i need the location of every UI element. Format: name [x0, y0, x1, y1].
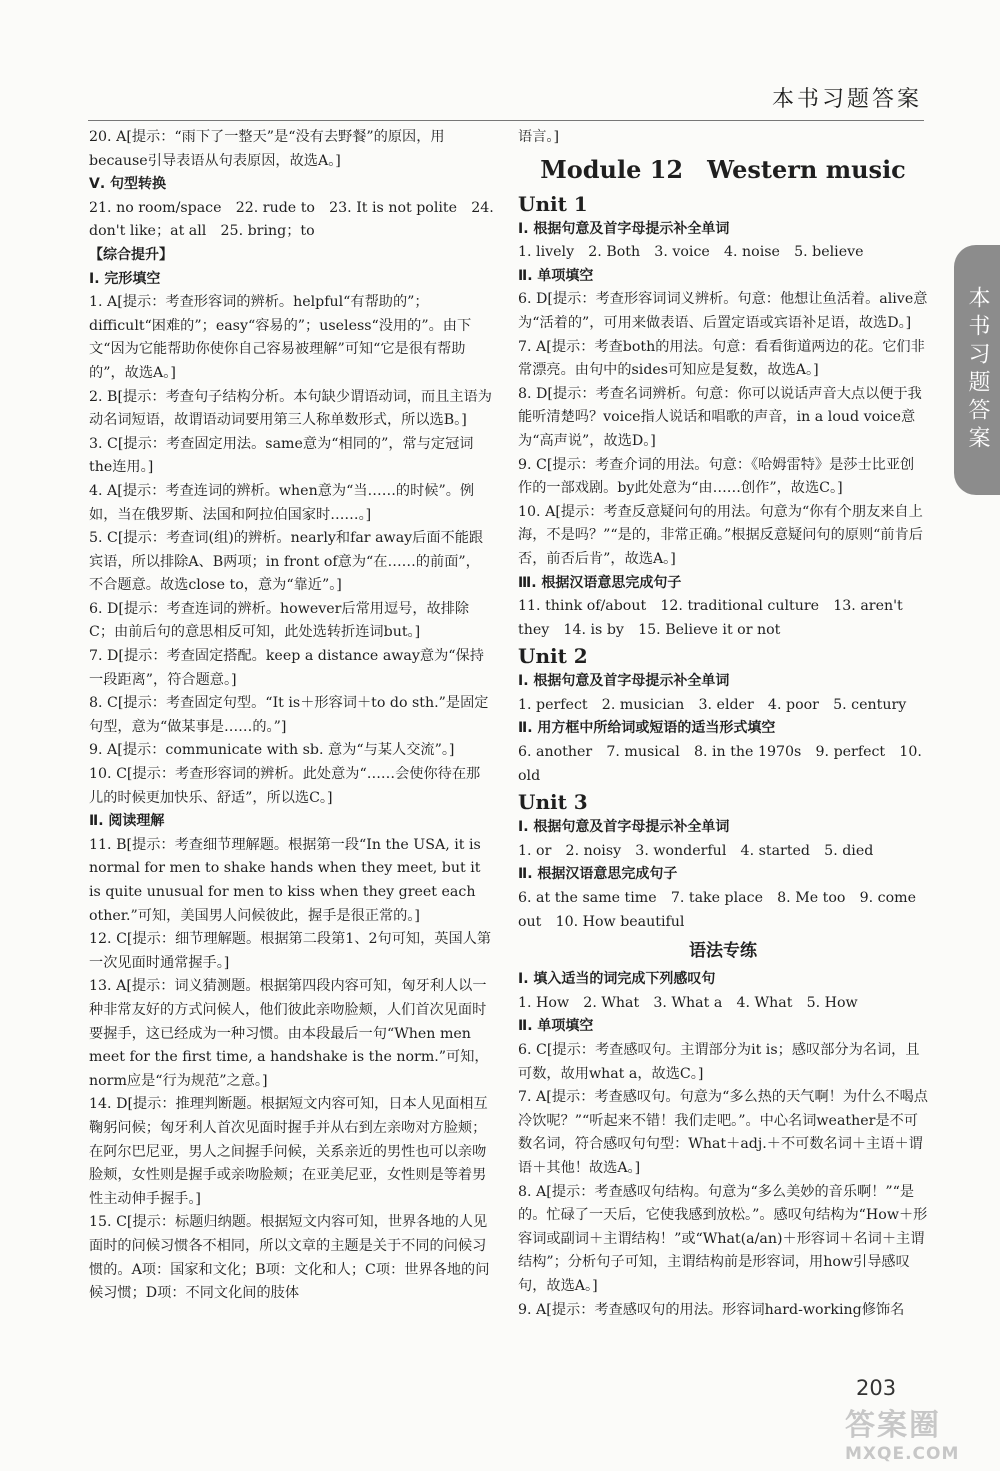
section-heading: Ⅱ. 用方框中所给词或短语的适当形式填空: [518, 720, 776, 737]
answer-paragraph: 1. lively 2. Both 3. voice 4. noise 5. believe: [518, 244, 864, 261]
answer-paragraph: 8. A[提示：考查感叹句结构。句意为“多么美妙的音乐啊！”“是的。忙碌了一天后，它使我感到放松。”。感叹句结构为“How＋形容词或副词＋主谓结构！”或“What(a/an)＋形容词＋名词＋主谓结构”；分析句子可知，主谓结构前是形容词，用how引导感叹句，故选A。]: [518, 1183, 928, 1294]
answer-paragraph: 14. D[提示：推理判断题。根据短文内容可知，日本人见面相互鞠躬问候；匈牙利人首次见面时握手并从右到左亲吻对方脸颊；在阿尔巴尼亚，男人之间握手问候，关系亲近的男性也可以亲吻脸颊，女性则是握手或亲吻脸颊；在亚美尼亚，女性则是等着男性主动伸手握手。]: [89, 1096, 488, 1207]
answer-paragraph: 1. A[提示：考查形容词的辨析。helpful“有帮助的”；difficult“困难的”；easy“容易的”；useless“没用的”。由下文“因为它能帮助你使你自己容易被理解”可知“它是很有帮助的”，故选A。]: [89, 294, 472, 381]
section-heading: Ⅰ. 根据句意及首字母提示补全单词: [518, 220, 730, 237]
answer-paragraph: 5. C[提示：考查词(组)的辨析。nearly和far away后面不能跟宾语，所以排除A、B两项；in front of意为“在……的前面”，不合题意。故选close to，意为“靠近”。]: [89, 530, 484, 594]
section-heading: 【综合提升】: [89, 246, 173, 263]
answer-paragraph: 9. A[提示：communicate with sb. 意为“与某人交流”。]: [89, 742, 455, 759]
answer-paragraph: 4. A[提示：考查连词的辨析。when意为“当……的时候”。例如，当在俄罗斯、法国和阿拉伯国家时……。]: [89, 482, 475, 523]
unit-title: Unit 2: [518, 644, 588, 669]
side-tab: [954, 245, 1000, 495]
answer-paragraph: 10. A[提示：考查反意疑问句的用法。句意为“你有个朋友来自上海，不是吗？”“是的，非常正确。”根据反意疑问句的原则“前肯后否，前否后肯”，故选A。]: [518, 503, 923, 567]
right-column: [518, 126, 928, 1322]
answer-paragraph: 8. D[提示：考查名词辨析。句意：你可以说话声音大点以便于我能听清楚吗？voice指人说话和唱歌的声音，in a loud voice意为“高声说”，故选D。]: [518, 385, 922, 449]
answer-paragraph: 11. B[提示：考查细节理解题。根据第一段“In the USA, it is normal for men to shake hands when they meet, but it is quite unusual for men to kiss when they greet each other.”可知，美国男人问候彼此，握手是很正常的。]: [89, 836, 481, 924]
section-heading: Ⅰ. 完形填空: [89, 270, 161, 287]
watermark-text: 答案圈: [845, 1408, 941, 1443]
answer-paragraph: 9. A[提示：考查感叹句的用法。形容词hard-working修饰名: [518, 1301, 905, 1318]
answer-paragraph: 9. C[提示：考查介词的用法。句意：《哈姆雷特》是莎士比亚创作的一部戏剧。by此处意为“由……创作”，故选C。]: [518, 456, 915, 497]
side-tab-label: 本书习题答案: [965, 286, 990, 454]
page-header: 本书习题答案: [771, 87, 922, 112]
answer-paragraph: 3. C[提示：考查固定用法。same意为“相同的”，常与定冠词the连用。]: [89, 435, 474, 476]
section-heading: Ⅱ. 单项填空: [518, 267, 594, 284]
answer-paragraph: 语言。]: [518, 129, 559, 145]
answer-paragraph: 10. C[提示：考查形容词的辨析。此处意为“……会使你待在那儿的时候更加快乐、舒适”，所以选C。]: [89, 766, 481, 806]
answer-paragraph: 20. A[提示：“雨下了一整天”是“没有去野餐”的原因，用because引导表语从句表原因，故选A。]: [89, 129, 445, 169]
grammar-title: 语法专练: [689, 941, 757, 962]
left-column: [89, 126, 494, 1306]
answer-paragraph: 12. C[提示：细节理解题。根据第二段第1、2句可知，英国人第一次见面时通常握手。]: [89, 931, 492, 971]
module-title: Module 12 Western music: [540, 154, 906, 184]
section-heading: Ⅱ. 阅读理解: [89, 813, 165, 830]
section-heading: Ⅲ. 根据汉语意思完成句子: [518, 574, 682, 591]
section-heading: Ⅱ. 单项填空: [518, 1018, 594, 1035]
answer-paragraph: 7. D[提示：考查固定搭配。keep a distance away意为“保持一段距离”，符合题意。]: [89, 648, 484, 688]
answer-paragraph: 7. A[提示：考查感叹句。句意为“多么热的天气啊！为什么不喝点冷饮呢？”“听起来不错！我们走吧。”。中心名词weather是不可数名词，符合感叹句句型：What＋adj.＋不可数名词＋主语＋谓语＋其他！故选A。]: [518, 1089, 928, 1176]
section-heading: Ⅱ. 根据汉语意思完成句子: [518, 866, 678, 883]
section-heading: Ⅰ. 填入适当的词完成下列感叹句: [518, 971, 716, 988]
answer-paragraph: 1. How 2. What 3. What a 4. What 5. How: [518, 994, 858, 1011]
section-heading: Ⅴ. 句型转换: [89, 176, 167, 193]
answer-paragraph: 6. at the same time 7. take place 8. Me too 9. come out 10. How beautiful: [518, 890, 916, 930]
unit-title: Unit 1: [518, 191, 588, 216]
answer-paragraph: 6. another 7. musical 8. in the 1970s 9. perfect 10. old: [518, 744, 922, 784]
page-number: 203: [856, 1376, 897, 1400]
answer-paragraph: 6. D[提示：考查形容词词义辨析。句意：他想让鱼活着。alive意为“活着的”，可用来做表语、后置定语或宾语补足语，故选D。]: [518, 291, 928, 331]
answer-paragraph: 21. no room/space 22. rude to 23. It is not polite 24. don't like；at all 25. bring；to: [89, 199, 494, 240]
watermark-url: MXQE.COM: [845, 1444, 960, 1464]
answer-paragraph: 13. A[提示：词义猜测题。根据第四段内容可知，匈牙利人以一种非常友好的方式问候人，他们彼此亲吻脸颊，人们首次见面时要握手，这已经成为一种习惯。由本段最后一句“When men meet for the first time, a handshake is the norm.”可知，norm应是“行为规范”之意。]: [89, 978, 489, 1089]
answer-paragraph: 2. B[提示：考查句子结构分析。本句缺少谓语动词，而且主语为动名词短语，故谓语动词要用第三人称单数形式，所以选B。]: [89, 388, 492, 429]
unit-title: Unit 3: [518, 790, 588, 815]
answer-paragraph: 8. C[提示：考查固定句型。“It is＋形容词＋to do sth.”是固定句型，意为“做某事是……的。”]: [89, 695, 489, 735]
answer-paragraph: 15. C[提示：标题归纳题。根据短文内容可知，世界各地的人见面时的问候习惯各不相同，所以文章的主题是关于不同的问候习惯的。A项：国家和文化；B项：文化和人；C项：世界各地的问候习惯；D项：不同文化间的肢体: [89, 1214, 490, 1302]
header-rule: [88, 120, 924, 121]
answer-paragraph: 1. or 2. noisy 3. wonderful 4. started 5. died: [518, 842, 874, 859]
section-heading: Ⅰ. 根据句意及首字母提示补全单词: [518, 673, 730, 690]
watermark-logo: [845, 1400, 985, 1464]
answer-paragraph: 11. think of/about 12. traditional culture 13. aren't they 14. is by 15. Believe it or not: [518, 598, 903, 638]
answer-paragraph: 6. D[提示：考查连词的辨析。however后常用逗号，故排除C；由前后句的意思相反可知，此处选转折连词but。]: [89, 600, 470, 641]
answer-paragraph: 6. C[提示：考查感叹句。主谓部分为it is；感叹部分为名词，且可数，故用what a，故选C。]: [518, 1042, 920, 1082]
answer-paragraph: 7. A[提示：考查both的用法。句意：看看街道两边的花。它们非常漂亮。由句中的sides可知应是复数，故选A。]: [518, 338, 925, 379]
section-heading: Ⅰ. 根据句意及首字母提示补全单词: [518, 819, 730, 836]
answer-paragraph: 1. perfect 2. musician 3. elder 4. poor 5. century: [518, 696, 907, 713]
